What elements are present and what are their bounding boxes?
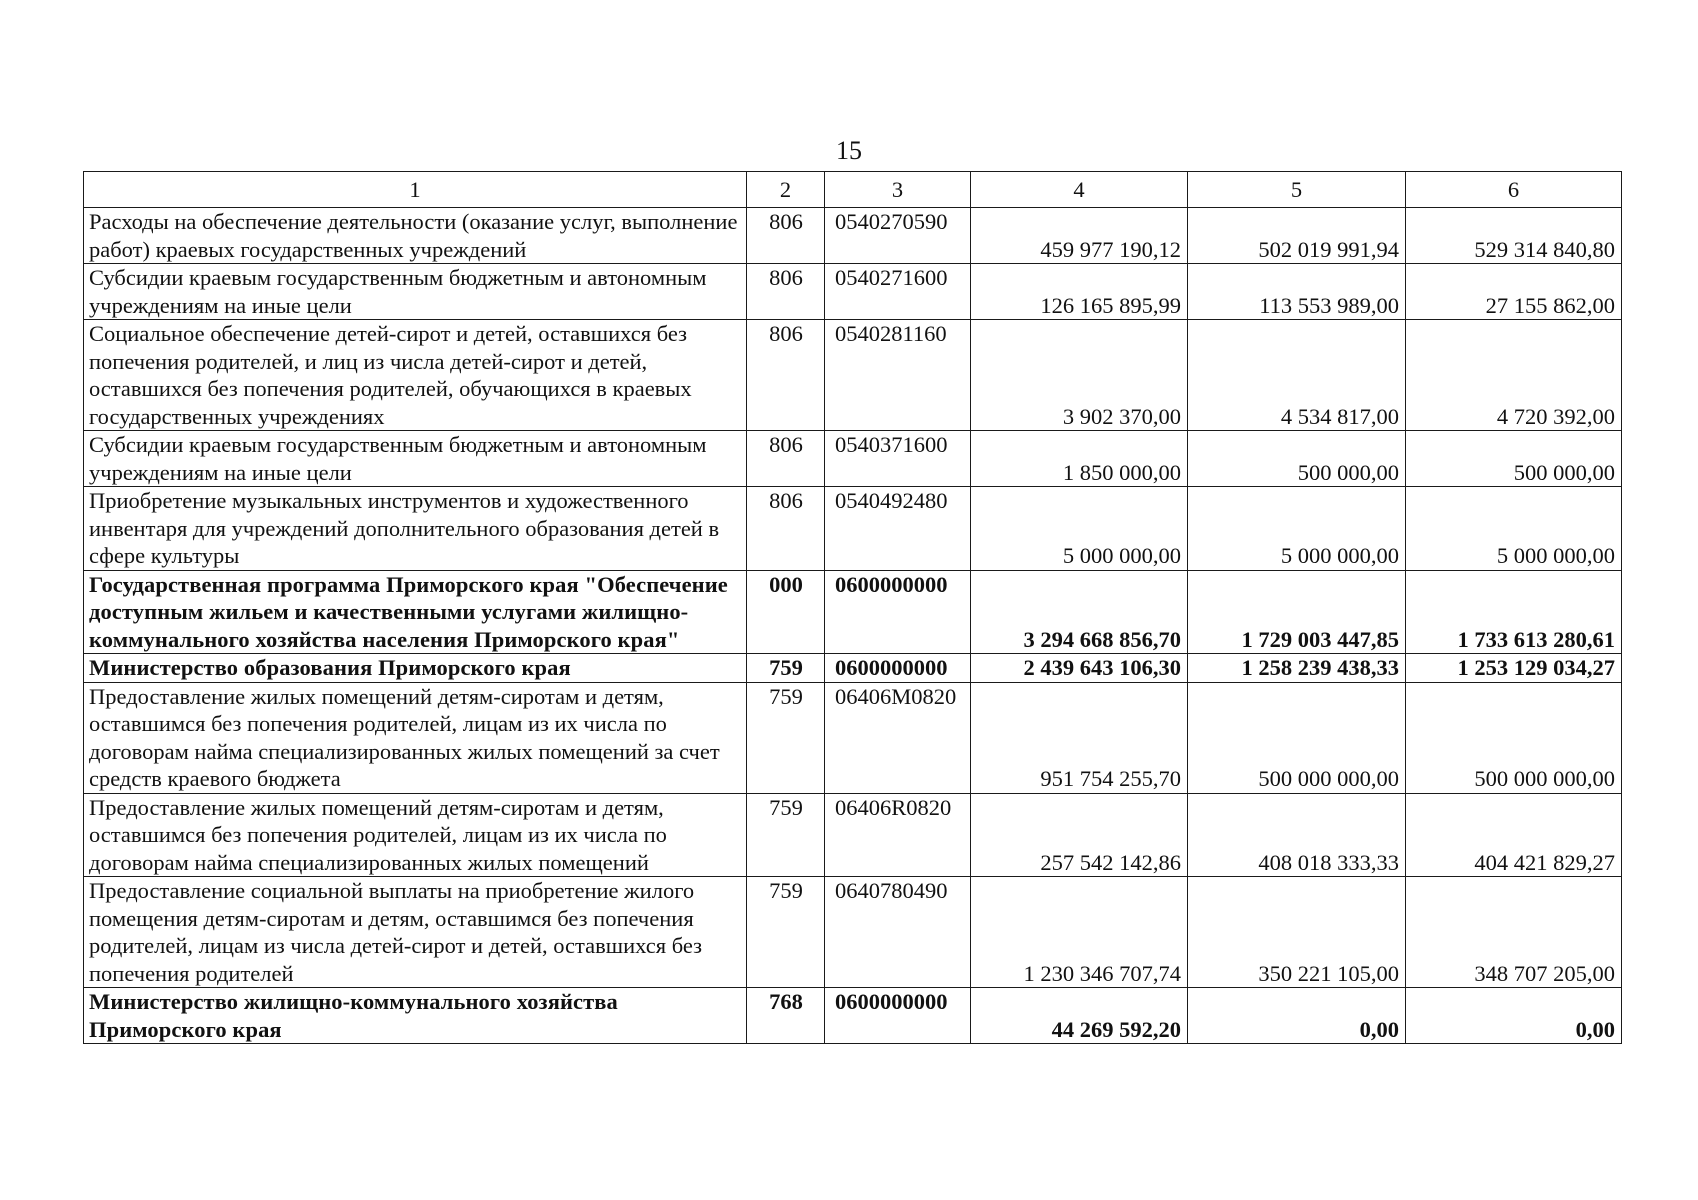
row-gov-code-cell: 806 xyxy=(747,264,825,320)
table-row xyxy=(84,570,1622,654)
table-row xyxy=(84,487,1622,571)
row-amount-col5-cell: 5 000 000,00 xyxy=(1188,487,1406,571)
row-name-cell: Государственная программа Приморского края "Обеспечение доступным жильем и качественными услугами жилищно-коммунального хозяйства населения Приморского края" xyxy=(84,570,747,654)
row-amount-col4-cell: 1 230 346 707,74 xyxy=(971,877,1188,988)
row-target-code-cell: 0600000000 xyxy=(825,654,971,683)
header-cell-2: 2 xyxy=(747,172,825,208)
row-gov-code-cell: 806 xyxy=(747,487,825,571)
row-amount-col6-cell: 529 314 840,80 xyxy=(1406,208,1622,264)
row-name-cell: Субсидии краевым государственным бюджетным и автономным учреждениям на иные цели xyxy=(84,431,747,487)
row-target-code-cell: 06406R0820 xyxy=(825,793,971,877)
row-name-cell: Предоставление жилых помещений детям-сиротам и детям, оставшимся без попечения родителей, лицам из их числа по договорам найма специализированных жилых помещений xyxy=(84,793,747,877)
row-amount-col4-cell: 5 000 000,00 xyxy=(971,487,1188,571)
row-amount-col4-cell: 459 977 190,12 xyxy=(971,208,1188,264)
row-amount-col6-cell: 348 707 205,00 xyxy=(1406,877,1622,988)
row-amount-col5-cell: 502 019 991,94 xyxy=(1188,208,1406,264)
header-row xyxy=(84,172,1622,208)
row-gov-code-cell: 759 xyxy=(747,877,825,988)
row-gov-code-cell: 759 xyxy=(747,654,825,683)
table-row xyxy=(84,988,1622,1044)
row-amount-col5-cell: 0,00 xyxy=(1188,988,1406,1044)
header-cell-1: 1 xyxy=(84,172,747,208)
budget-table xyxy=(83,171,1622,1044)
row-amount-col5-cell: 500 000,00 xyxy=(1188,431,1406,487)
row-amount-col6-cell: 4 720 392,00 xyxy=(1406,320,1622,431)
row-name-cell: Приобретение музыкальных инструментов и художественного инвентаря для учреждений дополнительного образования детей в сфере культуры xyxy=(84,487,747,571)
row-gov-code-cell: 759 xyxy=(747,682,825,793)
row-gov-code-cell: 806 xyxy=(747,431,825,487)
row-gov-code-cell: 768 xyxy=(747,988,825,1044)
row-gov-code-cell: 000 xyxy=(747,570,825,654)
row-name-cell: Министерство жилищно-коммунального хозяйства Приморского края xyxy=(84,988,747,1044)
row-amount-col4-cell: 3 902 370,00 xyxy=(971,320,1188,431)
row-amount-col6-cell: 0,00 xyxy=(1406,988,1622,1044)
row-target-code-cell: 0640780490 xyxy=(825,877,971,988)
row-gov-code-cell: 806 xyxy=(747,208,825,264)
row-amount-col4-cell: 44 269 592,20 xyxy=(971,988,1188,1044)
row-amount-col4-cell: 126 165 895,99 xyxy=(971,264,1188,320)
row-target-code-cell: 0540271600 xyxy=(825,264,971,320)
table-row xyxy=(84,793,1622,877)
page-number: 15 xyxy=(836,136,862,165)
header-cell-4: 4 xyxy=(971,172,1188,208)
row-target-code-cell: 0540270590 xyxy=(825,208,971,264)
table-row xyxy=(84,654,1622,683)
row-amount-col5-cell: 408 018 333,33 xyxy=(1188,793,1406,877)
row-amount-col5-cell: 1 729 003 447,85 xyxy=(1188,570,1406,654)
row-amount-col5-cell: 350 221 105,00 xyxy=(1188,877,1406,988)
row-amount-col4-cell: 257 542 142,86 xyxy=(971,793,1188,877)
row-amount-col5-cell: 500 000 000,00 xyxy=(1188,682,1406,793)
row-amount-col6-cell: 5 000 000,00 xyxy=(1406,487,1622,571)
header-cell-6: 6 xyxy=(1406,172,1622,208)
row-name-cell: Социальное обеспечение детей-сирот и детей, оставшихся без попечения родителей, и лиц из числа детей-сирот и детей, оставшихся без попечения родителей, обучающихся в краевых государственных учреждениях xyxy=(84,320,747,431)
row-name-cell: Расходы на обеспечение деятельности (оказание услуг, выполнение работ) краевых государственных учреждений xyxy=(84,208,747,264)
row-name-cell: Предоставление жилых помещений детям-сиротам и детям, оставшимся без попечения родителей, лицам из их числа по договорам найма специализированных жилых помещений за счет средств краевого бюджета xyxy=(84,682,747,793)
row-target-code-cell: 0540371600 xyxy=(825,431,971,487)
table-row xyxy=(84,320,1622,431)
row-amount-col6-cell: 1 733 613 280,61 xyxy=(1406,570,1622,654)
row-name-cell: Министерство образования Приморского края xyxy=(84,654,747,683)
row-target-code-cell: 0540492480 xyxy=(825,487,971,571)
row-amount-col5-cell: 113 553 989,00 xyxy=(1188,264,1406,320)
row-amount-col6-cell: 500 000,00 xyxy=(1406,431,1622,487)
row-target-code-cell: 0600000000 xyxy=(825,570,971,654)
row-amount-col6-cell: 404 421 829,27 xyxy=(1406,793,1622,877)
header-cell-5: 5 xyxy=(1188,172,1406,208)
table-row xyxy=(84,682,1622,793)
row-amount-col5-cell: 1 258 239 438,33 xyxy=(1188,654,1406,683)
table-row xyxy=(84,877,1622,988)
row-target-code-cell: 06406М0820 xyxy=(825,682,971,793)
table-row xyxy=(84,264,1622,320)
row-amount-col4-cell: 1 850 000,00 xyxy=(971,431,1188,487)
row-name-cell: Субсидии краевым государственным бюджетным и автономным учреждениям на иные цели xyxy=(84,264,747,320)
row-amount-col4-cell: 951 754 255,70 xyxy=(971,682,1188,793)
row-target-code-cell: 0600000000 xyxy=(825,988,971,1044)
row-amount-col4-cell: 3 294 668 856,70 xyxy=(971,570,1188,654)
row-amount-col4-cell: 2 439 643 106,30 xyxy=(971,654,1188,683)
row-amount-col5-cell: 4 534 817,00 xyxy=(1188,320,1406,431)
table-row xyxy=(84,431,1622,487)
row-gov-code-cell: 759 xyxy=(747,793,825,877)
row-target-code-cell: 0540281160 xyxy=(825,320,971,431)
table-row xyxy=(84,208,1622,264)
row-amount-col6-cell: 500 000 000,00 xyxy=(1406,682,1622,793)
row-gov-code-cell: 806 xyxy=(747,320,825,431)
row-amount-col6-cell: 1 253 129 034,27 xyxy=(1406,654,1622,683)
row-name-cell: Предоставление социальной выплаты на приобретение жилого помещения детям-сиротам и детям, оставшимся без попечения родителей, лицам из числа детей-сирот и детей, оставшихся без попечения родителей xyxy=(84,877,747,988)
row-amount-col6-cell: 27 155 862,00 xyxy=(1406,264,1622,320)
header-cell-3: 3 xyxy=(825,172,971,208)
